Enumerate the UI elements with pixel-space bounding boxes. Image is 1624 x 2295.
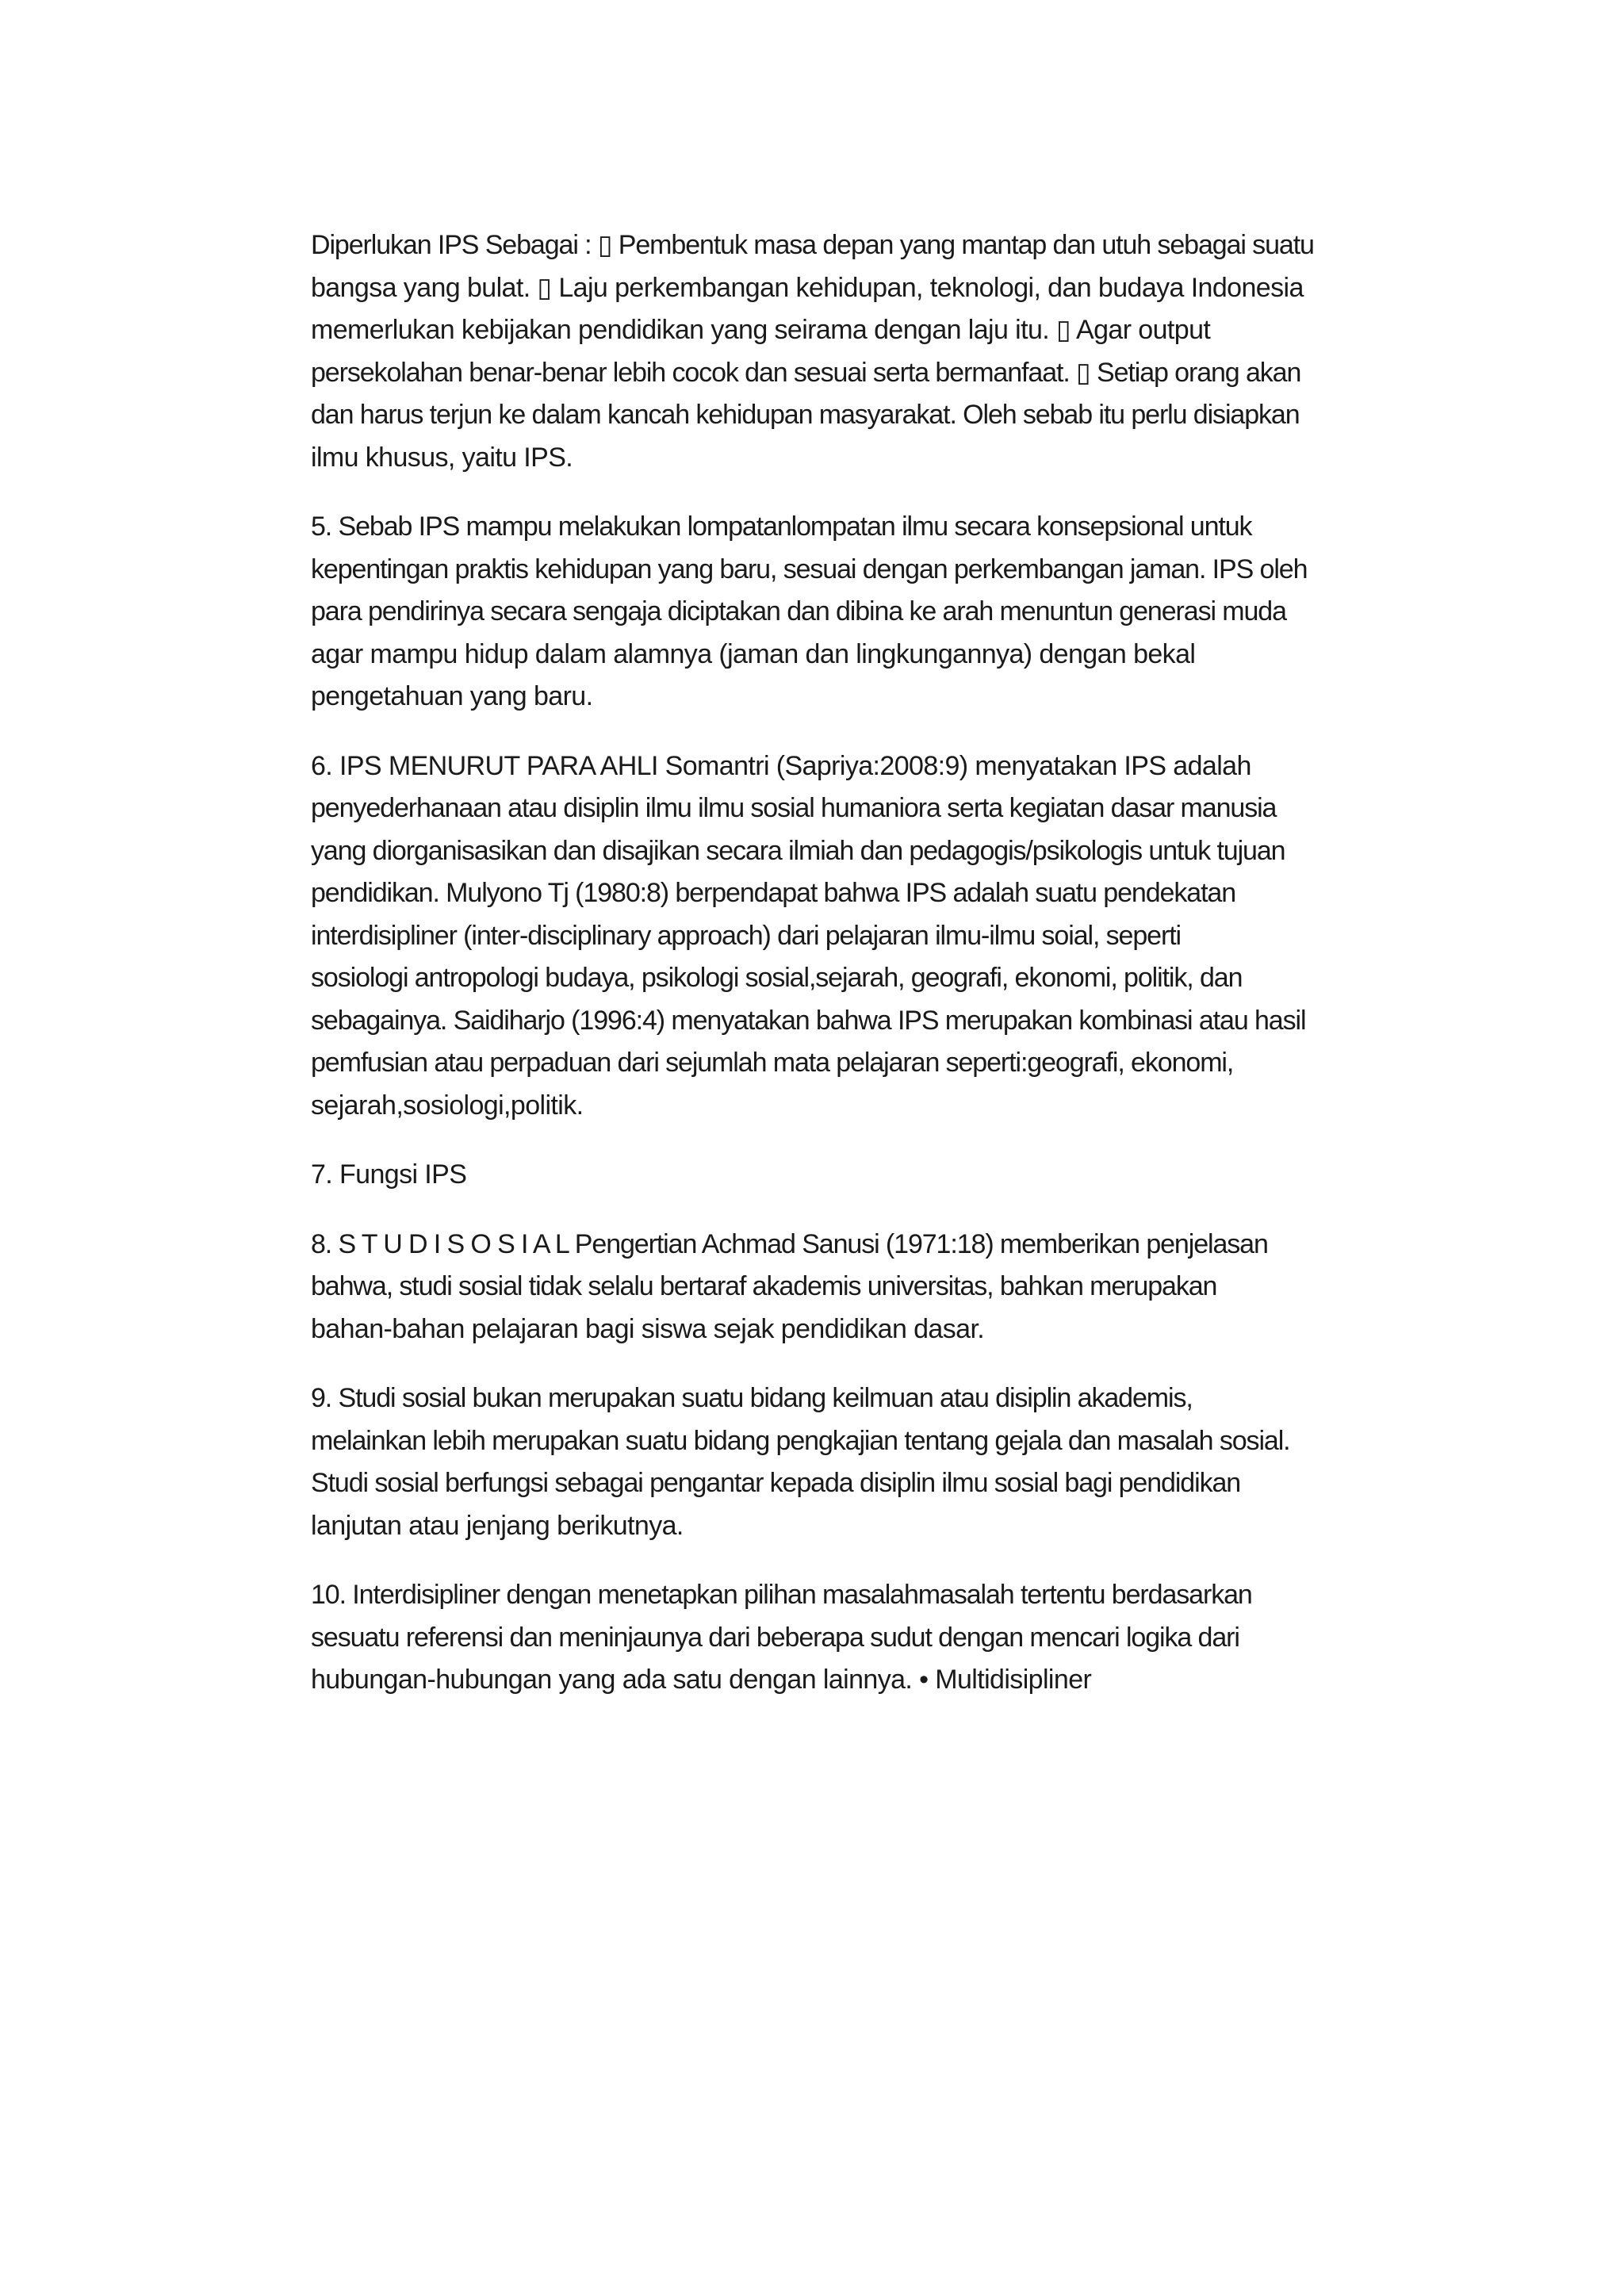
text-line: lanjutan atau jenjang berikutnya.	[311, 1510, 684, 1541]
text-line: bangsa yang bulat. ▯ Laju perkembangan kehidupan, teknologi, dan budaya Indonesia	[311, 272, 1304, 303]
text-line: persekolahan benar-benar lebih cocok dan sesuai serta bermanfaat. ▯ Setiap orang akan	[311, 357, 1301, 388]
text-line: 8. S T U D I S O S I A L Pengertian Achmad Sanusi (1971:18) memberikan penjelasan	[311, 1228, 1268, 1259]
text-line: bahwa, studi sosial tidak selalu bertaraf akademis universitas, bahkan merupakan	[311, 1271, 1217, 1301]
text-line: memerlukan kebijakan pendidikan yang seirama dengan laju itu. ▯ Agar output	[311, 315, 1211, 345]
paragraph-ips-needs	[311, 224, 1405, 479]
text-line: bahan-bahan pelajaran bagi siswa sejak pendidikan dasar.	[311, 1313, 985, 1344]
text-line: 6. IPS MENURUT PARA AHLI Somantri (Sapriya:2008:9) menyatakan IPS adalah	[311, 750, 1251, 781]
text-line: 7. Fungsi IPS	[311, 1159, 467, 1190]
text-line: pengetahuan yang baru.	[311, 681, 593, 711]
text-line: agar mampu hidup dalam alamnya (jaman dan lingkungannya) dengan bekal	[311, 638, 1196, 669]
text-line: sesuatu referensi dan meninjaunya dari beberapa sudut dengan mencari logika dari	[311, 1622, 1239, 1653]
text-line: Studi sosial berfungsi sebagai pengantar kepada disiplin ilmu sosial bagi pendidikan	[311, 1468, 1241, 1498]
paragraph-8	[311, 1224, 1405, 1351]
text-line: ilmu khusus, yaitu IPS.	[311, 442, 573, 473]
text-line: 10. Interdisipliner dengan menetapkan pilihan masalahmasalah tertentu berdasarkan	[311, 1580, 1252, 1610]
paragraph-9	[311, 1377, 1405, 1547]
text-line: sejarah,sosiologi,politik.	[311, 1090, 584, 1121]
text-line: sosiologi antropologi budaya, psikologi sosial,sejarah, geografi, ekonomi, politik, dan	[311, 963, 1243, 993]
text-line: hubungan-hubungan yang ada satu dengan lainnya. • Multidisipliner	[311, 1665, 1092, 1695]
text-line: para pendirinya secara sengaja diciptakan dan dibina ke arah menuntun generasi muda	[311, 596, 1286, 626]
text-line: kepentingan praktis kehidupan yang baru, sesuai dengan perkembangan jaman. IPS oleh	[311, 554, 1308, 584]
text-line: Diperlukan IPS Sebagai : ▯ Pembentuk masa depan yang mantap dan utuh sebagai suatu	[311, 230, 1314, 260]
text-line: 5. Sebab IPS mampu melakukan lompatanlompatan ilmu secara konsepsional untuk	[311, 511, 1252, 542]
paragraph-5	[311, 506, 1405, 718]
paragraph-10	[311, 1574, 1405, 1702]
text-line: pendidikan. Mulyono Tj (1980:8) berpendapat bahwa IPS adalah suatu pendekatan	[311, 878, 1236, 908]
text-line: melainkan lebih merupakan suatu bidang pengkajian tentang gejala dan masalah sosial.	[311, 1425, 1290, 1456]
paragraph-6	[311, 745, 1405, 1128]
text-line: dan harus terjun ke dalam kancah kehidupan masyarakat. Oleh sebab itu perlu disiapkan	[311, 400, 1300, 430]
text-line: penyederhanaan atau disiplin ilmu ilmu sosial humaniora serta kegiatan dasar manusia	[311, 793, 1277, 823]
text-line: 9. Studi sosial bukan merupakan suatu bidang keilmuan atau disiplin akademis,	[311, 1383, 1193, 1413]
paragraph-7	[311, 1154, 1405, 1197]
text-line: yang diorganisasikan dan disajikan secara ilmiah dan pedagogis/psikologis untuk tujuan	[311, 835, 1285, 866]
document-body	[311, 224, 1405, 1729]
text-line: pemfusian atau perpaduan dari sejumlah mata pelajaran seperti:geografi, ekonomi,	[311, 1048, 1234, 1078]
text-line: interdisipliner (inter-disciplinary approach) dari pelajaran ilmu-ilmu soial, seperti	[311, 920, 1181, 951]
text-line: sebagainya. Saidiharjo (1996:4) menyatakan bahwa IPS merupakan kombinasi atau hasil	[311, 1005, 1306, 1036]
